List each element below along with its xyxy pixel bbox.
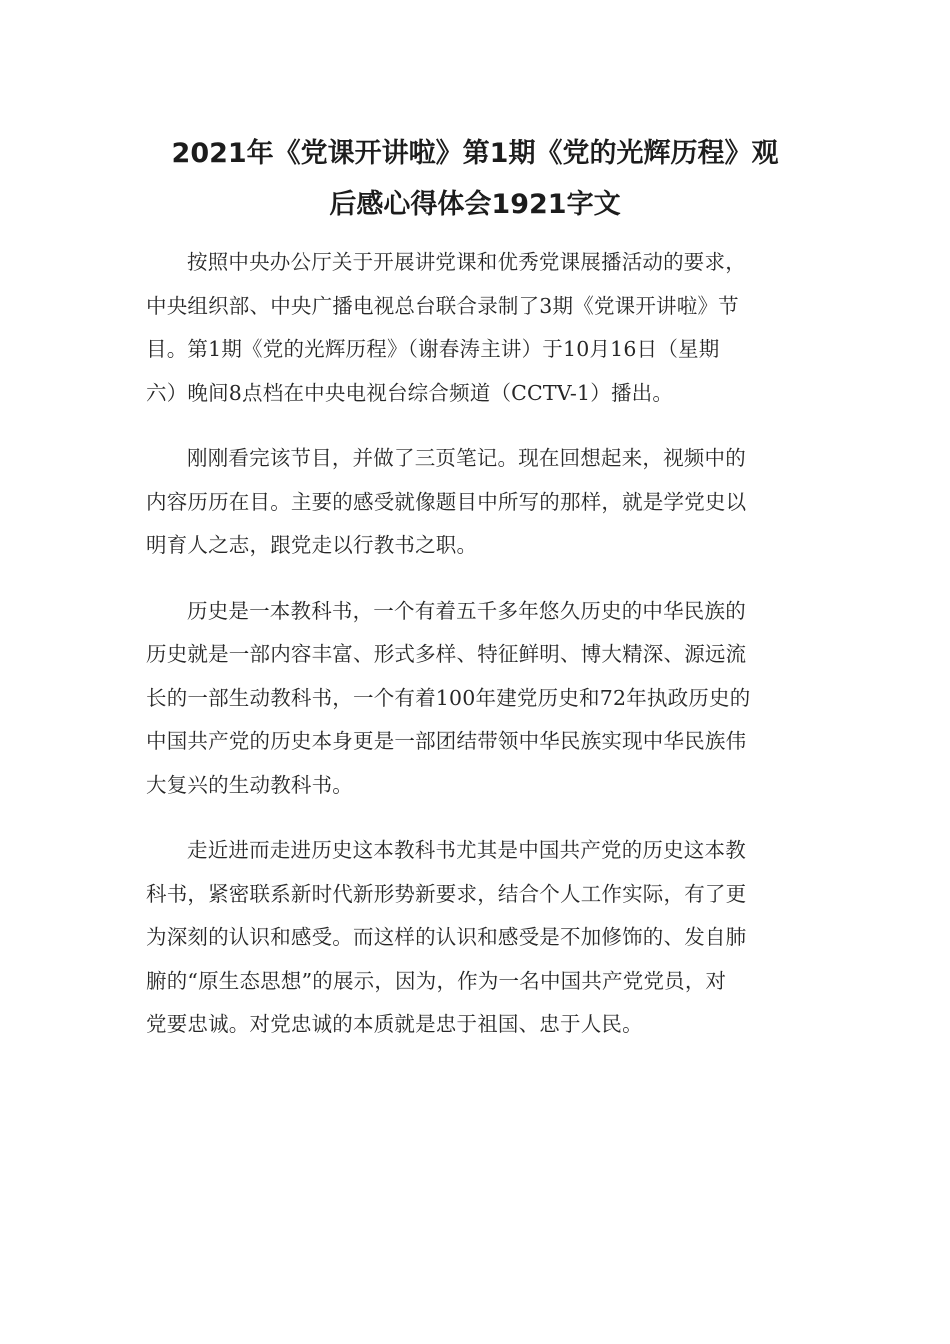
document-body — [146, 241, 806, 1069]
paragraph-2 — [146, 437, 806, 568]
document-title — [120, 128, 830, 230]
paragraph-line: 明育人之志，跟党走以行教书之职。 — [146, 533, 478, 557]
title-line-1: 2021年《党课开讲啦》第1期《党的光辉历程》观 — [171, 138, 779, 169]
title-line-2: 后感心得体会1921字文 — [329, 189, 621, 220]
paragraph-line: 中央组织部、中央广播电视总台联合录制了3期《党课开讲啦》节 — [146, 293, 739, 318]
paragraph-line: 走近进而走进历史这本教科书尤其是中国共产党的历史这本教 — [187, 838, 746, 862]
paragraph-line: 六）晚间8点档在中央电视台综合频道（CCTV-1）播出。 — [146, 380, 674, 405]
paragraph-line: 长的一部生动教科书，一个有着100年建党历史和72年执政历史的 — [146, 685, 751, 710]
paragraph-line: 目。第1期《党的光辉历程》（谢春涛主讲）于10月16日（星期 — [146, 337, 720, 361]
paragraph-1 — [146, 241, 806, 415]
paragraph-line: 刚刚看完该节目，并做了三页笔记。现在回想起来，视频中的 — [187, 446, 746, 470]
paragraph-line: 党要忠诚。对党忠诚的本质就是忠于祖国、忠于人民。 — [146, 1012, 643, 1036]
paragraph-line: 历史是一本教科书，一个有着五千多年悠久历史的中华民族的 — [187, 598, 746, 623]
paragraph-line: 按照中央办公厅关于开展讲党课和优秀党课展播活动的要求， — [187, 250, 746, 274]
paragraph-line: 历史就是一部内容丰富、形式多样、特征鲜明、博大精深、源远流 — [146, 642, 747, 666]
paragraph-4 — [146, 829, 806, 1047]
paragraph-line: 为深刻的认识和感受。而这样的认识和感受是不加修饰的、发自肺 — [146, 925, 747, 949]
paragraph-3 — [146, 590, 806, 808]
paragraph-line: 科书，紧密联系新时代新形势新要求，结合个人工作实际，有了更 — [146, 881, 747, 906]
paragraph-line: 内容历历在目。主要的感受就像题目中所写的那样，就是学党史以 — [146, 489, 747, 514]
paragraph-line: 大复兴的生动教科书。 — [146, 772, 353, 797]
paragraph-line: 腑的“原生态思想”的展示，因为，作为一名中国共产党党员，对 — [146, 968, 727, 993]
paragraph-line: 中国共产党的历史本身更是一部团结带领中华民族实现中华民族伟 — [146, 729, 747, 753]
